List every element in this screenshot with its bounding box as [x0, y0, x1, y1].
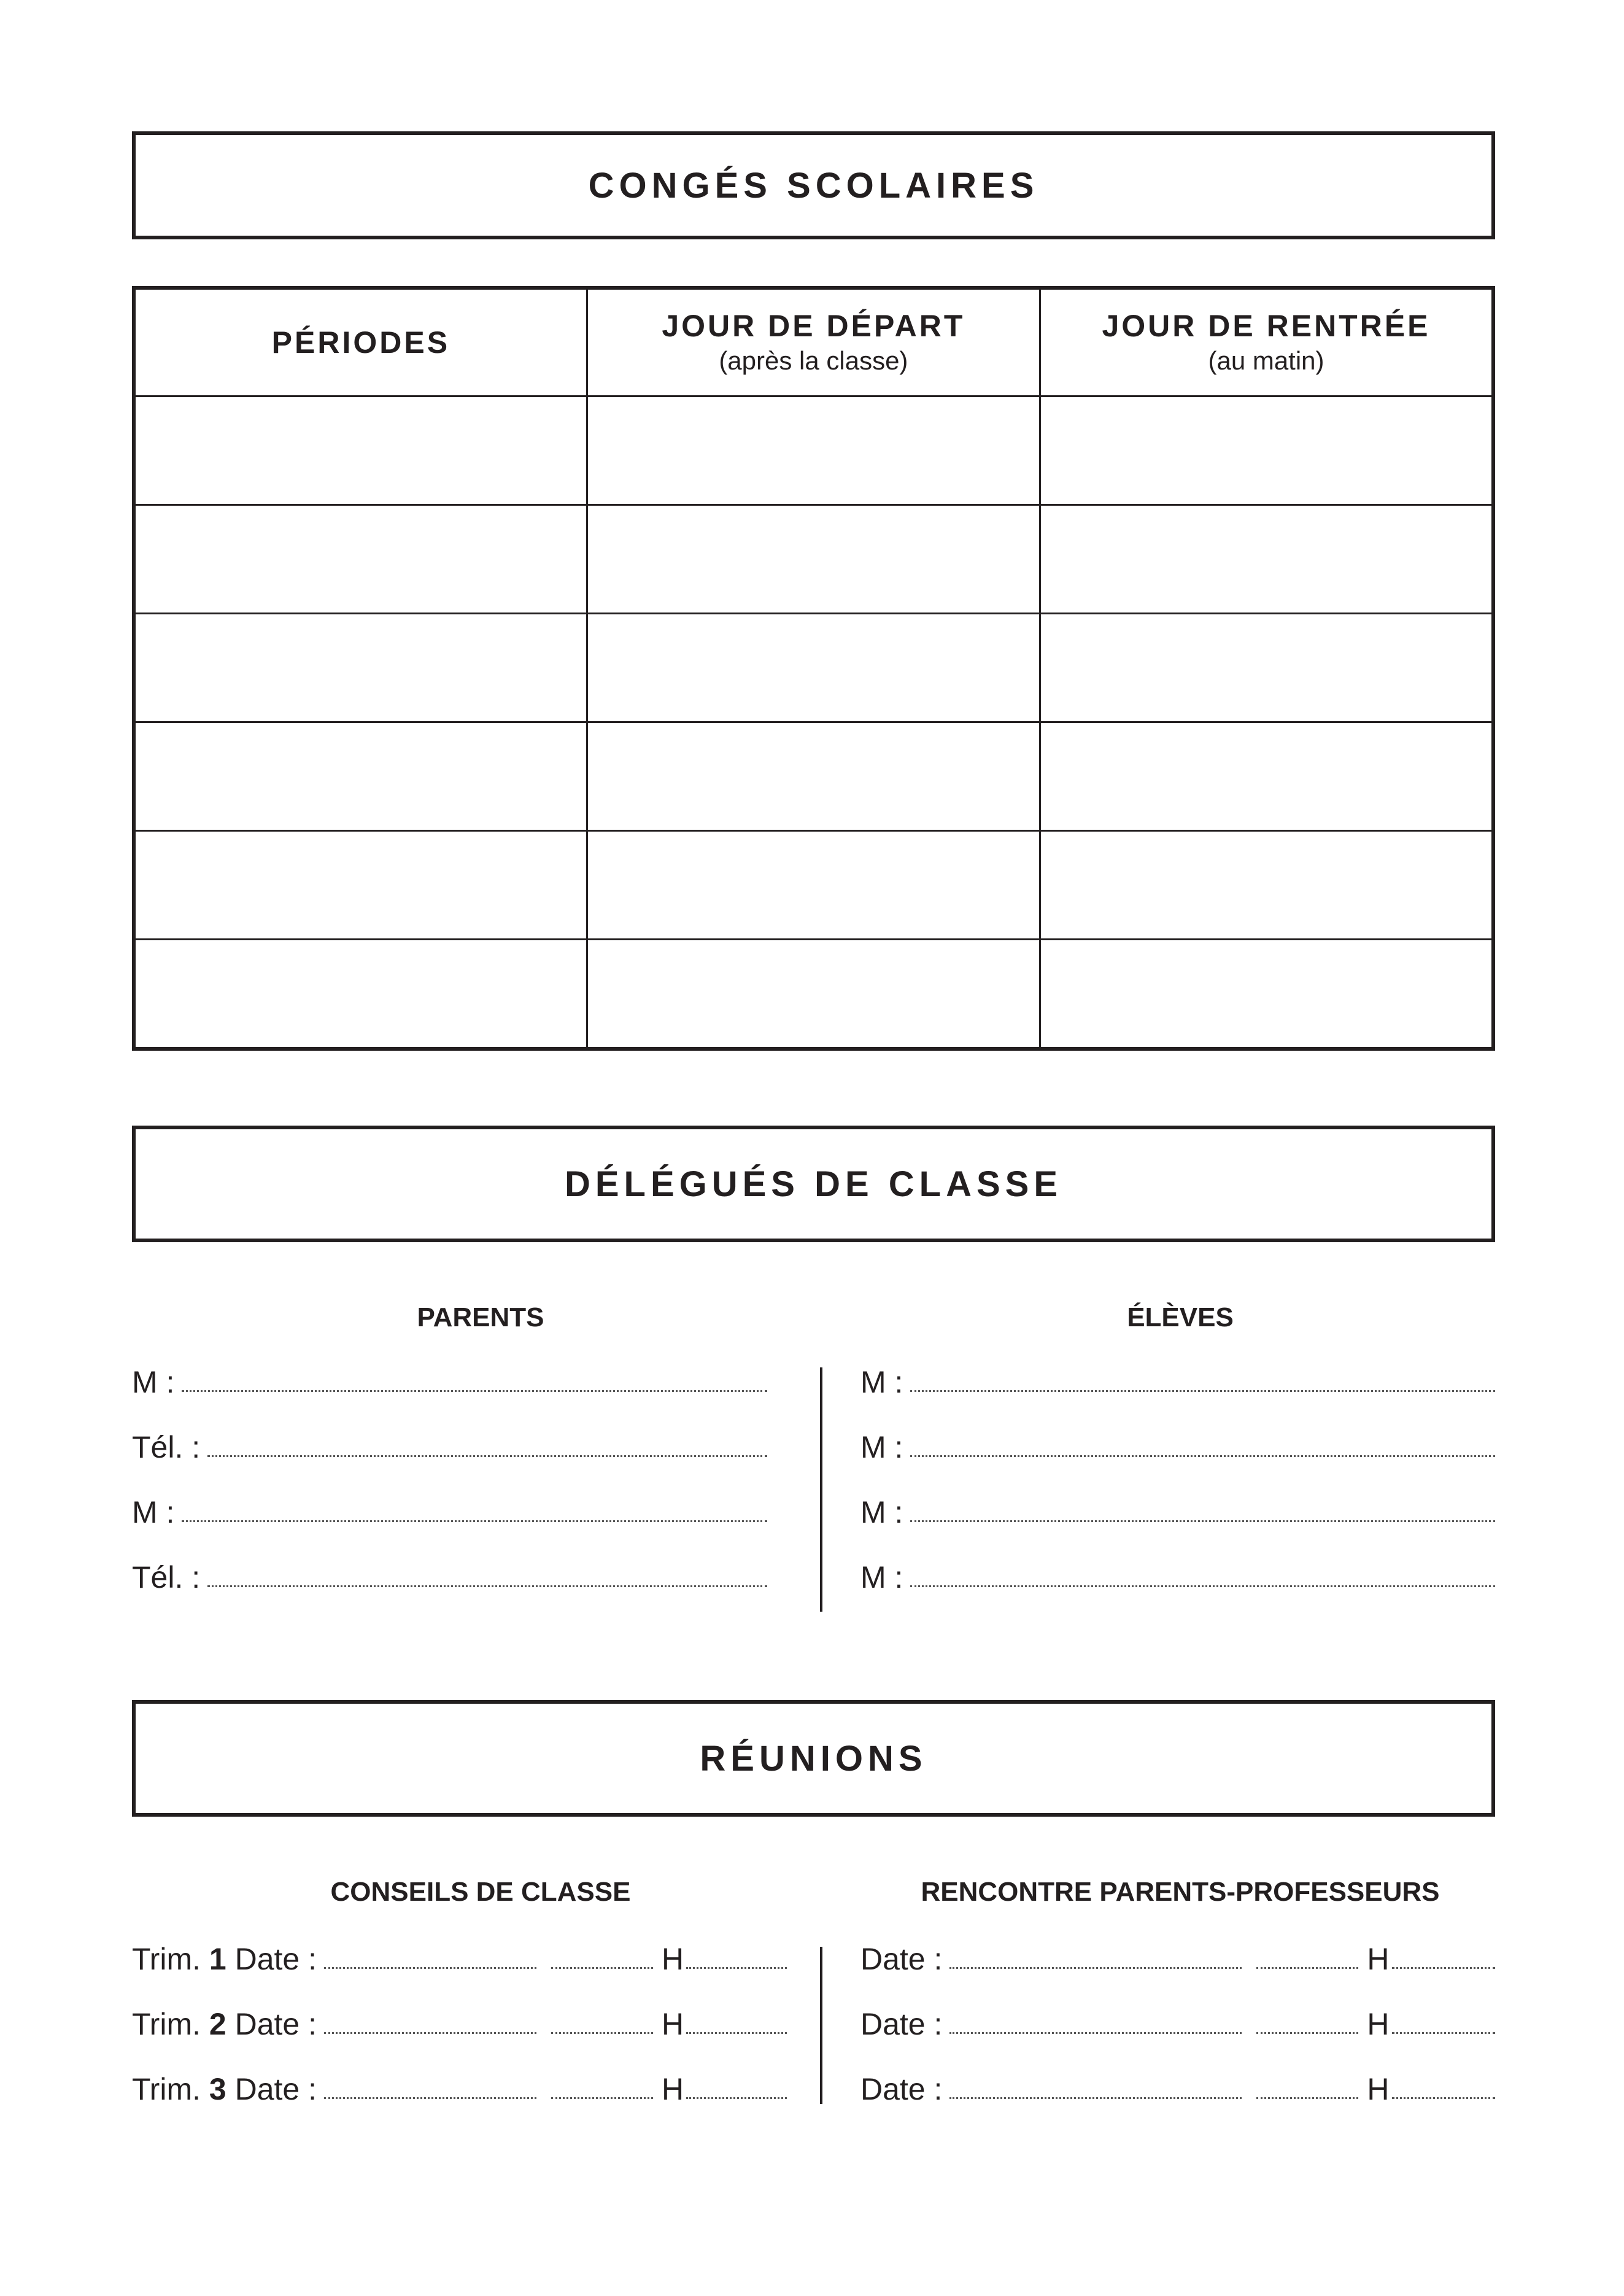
trim-2-row[interactable]: Trim. 2 Date : H [132, 2006, 787, 2043]
cell-rentree[interactable] [1040, 396, 1494, 505]
cell-depart[interactable] [587, 940, 1040, 1049]
reunions-divider [820, 1947, 822, 2104]
cell-periode[interactable] [134, 396, 587, 505]
table-row [134, 831, 1493, 940]
parent-m-field-1[interactable]: M : [132, 1364, 767, 1401]
rencontre-row-2[interactable]: Date : H [860, 2006, 1495, 2043]
cell-rentree[interactable] [1040, 831, 1494, 940]
conges-title: CONGÉS SCOLAIRES [132, 131, 1495, 239]
eleve-m-field-2[interactable]: M : [860, 1429, 1495, 1466]
parent-tel-field-1[interactable]: Tél. : [132, 1429, 767, 1466]
trim-3-row[interactable]: Trim. 3 Date : H [132, 2071, 787, 2108]
cell-depart[interactable] [587, 505, 1040, 614]
cell-periode[interactable] [134, 505, 587, 614]
cell-depart[interactable] [587, 396, 1040, 505]
delegues-divider [820, 1367, 822, 1612]
cell-depart[interactable] [587, 722, 1040, 831]
parents-heading: PARENTS [417, 1302, 544, 1332]
cell-periode[interactable] [134, 722, 587, 831]
table-header-row [134, 288, 1493, 396]
cell-periode[interactable] [134, 614, 587, 722]
trim-1-row[interactable]: Trim. 1 Date : H [132, 1941, 787, 1977]
table-row [134, 396, 1493, 505]
rencontre-row-3[interactable]: Date : H [860, 2071, 1495, 2108]
cell-rentree[interactable] [1040, 614, 1494, 722]
eleves-heading: ÉLÈVES [1127, 1302, 1234, 1332]
parent-tel-field-2[interactable]: Tél. : [132, 1559, 767, 1596]
rencontre-heading: RENCONTRE PARENTS-PROFESSEURS [921, 1877, 1440, 1907]
eleve-m-field-3[interactable]: M : [860, 1494, 1495, 1531]
header-jour-rentree: JOUR DE RENTRÉE (au matin) [1040, 288, 1494, 396]
table-row [134, 940, 1493, 1049]
table-row [134, 505, 1493, 614]
cell-periode[interactable] [134, 831, 587, 940]
table-row [134, 614, 1493, 722]
eleve-m-field-1[interactable]: M : [860, 1364, 1495, 1401]
cell-depart[interactable] [587, 831, 1040, 940]
rencontre-row-1[interactable]: Date : H [860, 1941, 1495, 1977]
conseils-heading: CONSEILS DE CLASSE [330, 1877, 631, 1907]
parent-m-field-2[interactable]: M : [132, 1494, 767, 1531]
table-row [134, 722, 1493, 831]
cell-rentree[interactable] [1040, 505, 1494, 614]
eleve-m-field-4[interactable]: M : [860, 1559, 1495, 1596]
cell-depart[interactable] [587, 614, 1040, 722]
cell-rentree[interactable] [1040, 722, 1494, 831]
reunions-title: RÉUNIONS [132, 1700, 1495, 1817]
cell-rentree[interactable] [1040, 940, 1494, 1049]
cell-periode[interactable] [134, 940, 587, 1049]
delegues-title: DÉLÉGUÉS DE CLASSE [132, 1126, 1495, 1242]
conges-table [132, 286, 1495, 1051]
header-periodes: PÉRIODES [134, 288, 587, 396]
header-jour-depart: JOUR DE DÉPART (après la classe) [587, 288, 1040, 396]
